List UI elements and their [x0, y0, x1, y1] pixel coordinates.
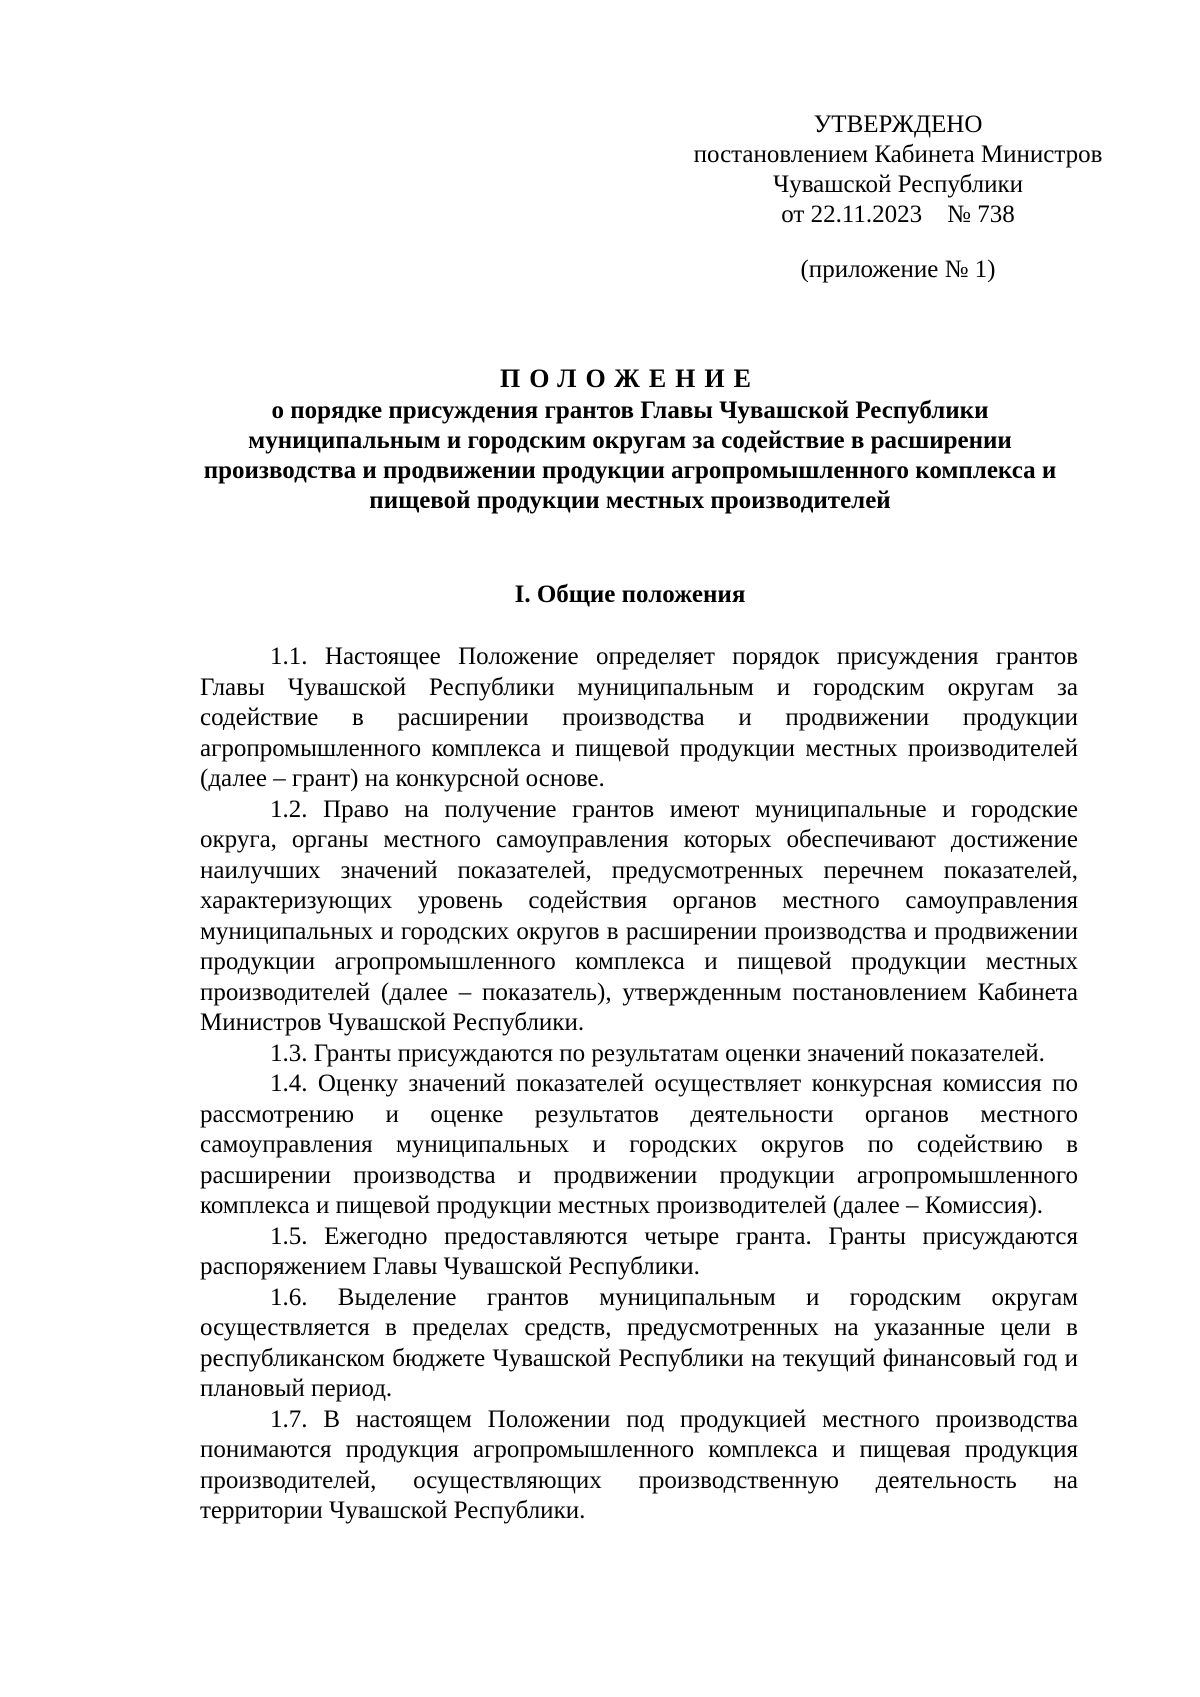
document-subtitle-line-1: о порядке присуждения грантов Главы Чувашской Республики: [271, 397, 989, 424]
approval-republic: Чувашской Республики: [772, 171, 1024, 198]
paragraph-1-3: 1.3. Гранты присуждаются по результатам оценки значений показателей.: [270, 1039, 1045, 1067]
paragraph-1-5: 1.5. Ежегодно предоставляются четыре гранта. Гранты присуждаются распоряжением Главы Чувашской Республики.: [200, 1222, 1078, 1280]
approval-issuer: постановлением Кабинета Министров: [693, 141, 1103, 168]
section-heading: I. Общие положения: [514, 581, 746, 608]
paragraph-1-6: 1.6. Выделение грантов муниципальным и городским округам осуществляется в пределах средств, предусмотренных на указанные цели в республиканском бюджете Чувашской Республики на текущий финансовый год и плановый период.: [200, 1283, 1078, 1402]
approval-stamp: [668, 110, 1128, 285]
document-subtitle-line-2: муниципальным и городским округам за содействие в расширении: [248, 427, 1012, 454]
paragraph-1-4: 1.4. Оценку значений показателей осуществляет конкурсная комиссия по рассмотрению и оценке результатов деятельности органов местного самоуправления муниципальных и городских округов по содействию в расширении производства и продвижении продукции агропромышленного комплекса и пищевой продукции местных производителей (далее – Комиссия).: [200, 1070, 1078, 1219]
paragraph-1-1: 1.1. Настоящее Положение определяет порядок присуждения грантов Главы Чувашской Республики муниципальным и городским округам за содействие в расширении производства и продвижении продукции агропромышленного комплекса и пищевой продукции местных производителей (далее – грант) на конкурсной основе.: [200, 643, 1078, 792]
document-subtitle-line-3: производства и продвижении продукции агропромышленного комплекса и: [203, 457, 1057, 484]
document-subtitle-line-4: пищевой продукции местных производителей: [369, 487, 891, 514]
paragraph-1-2: 1.2. Право на получение грантов имеют муниципальные и городские округа, органы местного самоуправления которых обеспечивают достижение наилучших значений показателей, предусмотренных перечнем показателей, характеризующих уровень содействия органов местного самоуправления муниципальных и городских округов в расширении производства и продвижении продукции агропромышленного комплекса и пищевой продукции местных производителей (далее – показатель), утвержденным постановлением Кабинета Министров Чувашской Республики.: [200, 795, 1078, 1036]
paragraph-1-7: 1.7. В настоящем Положении под продукцией местного производства понимаются продукция агропромышленного комплекса и пищевая продукция производителей, осуществляющих производственную деятельность на территории Чувашской Республики.: [200, 1405, 1078, 1524]
approval-heading: УТВЕРЖДЕНО: [813, 111, 983, 138]
section-body: [200, 642, 1078, 1527]
approval-date-number: от 22.11.2023 № 738: [781, 201, 1015, 228]
document-title: ПОЛОЖЕНИЕ: [500, 364, 760, 393]
annex-label: (приложение № 1): [800, 256, 996, 283]
document-title-block: [180, 364, 1080, 516]
